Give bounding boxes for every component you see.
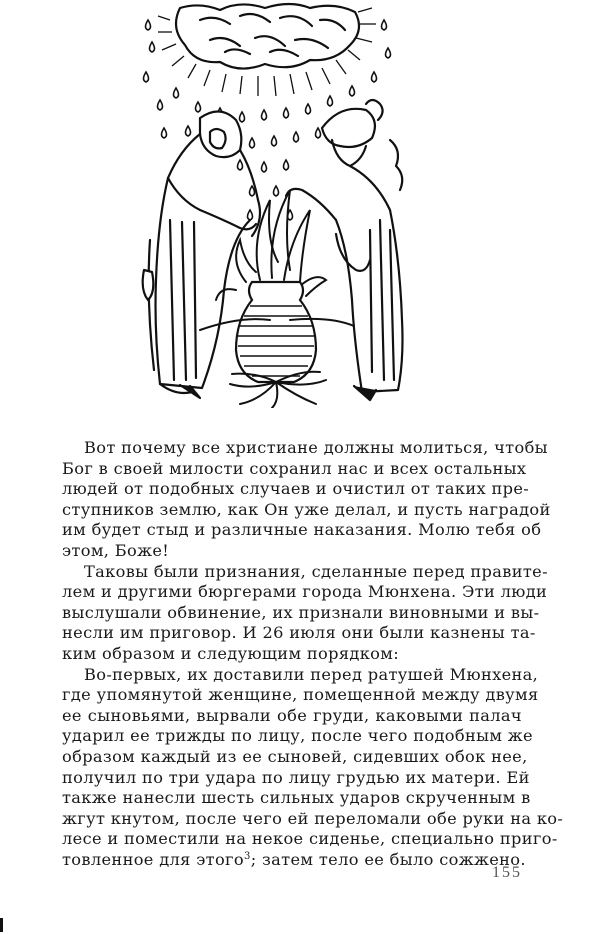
text-line: ударил ее трижды по лицу, после чего подобным же <box>62 726 533 746</box>
text-line: Таковы были признания, сделанные перед правите- <box>84 561 548 581</box>
text-line: им будет стыд и различные наказания. Молю тебя об <box>62 520 542 540</box>
text-line: ступников землю, как Он уже делал, и пусть наградой <box>62 499 551 519</box>
body-text <box>62 438 564 870</box>
text-line: Бог в своей милости сохранил нас и всех остальных <box>62 458 527 478</box>
text-line: также нанесли шесть сильных ударов скрученным в <box>62 788 531 808</box>
text-line: где упомянутой женщине, помещенной между двумя <box>62 685 539 705</box>
text-fragment: товленное для этого <box>62 849 244 869</box>
text-line: выслушали обвинение, их признали виновными и вы- <box>62 602 540 622</box>
text-line: Во-первых, их доставили перед ратушей Мюнхена, <box>84 664 539 684</box>
paragraph-3 <box>62 664 564 871</box>
text-line: ким образом и следующим порядком: <box>62 643 400 663</box>
text-line: получил по три удара по лицу грудью их матери. Ей <box>62 767 530 787</box>
text-line: лем и другими бюргерами города Мюнхена. Эти люди <box>62 582 548 602</box>
woodcut-illustration <box>140 0 410 408</box>
scan-edge-mark <box>0 918 3 932</box>
footnote-marker[interactable]: 3 <box>243 850 251 862</box>
text-line: людей от подобных случаев и очистил от таких пре- <box>62 479 530 499</box>
text-line: лесе и поместили на некое сиденье, специально приго- <box>62 829 558 849</box>
text-line: ее сыновьями, вырвали обе груди, каковыми палач <box>62 705 522 725</box>
page-number: 155 <box>492 864 522 881</box>
text-line: Вот почему все христиане должны молиться, чтобы <box>84 438 548 457</box>
text-line: жгут кнутом, после чего ей переломали обе руки на ко- <box>62 808 564 828</box>
text-line-last <box>62 849 526 871</box>
text-line: этом, Боже! <box>62 540 170 560</box>
paragraph-1 <box>62 438 551 562</box>
text-line: образом каждый из ее сыновей, сидевших обок нее, <box>62 746 528 766</box>
paragraph-2 <box>62 561 548 665</box>
text-fragment: ; затем тело ее было сожжено. <box>250 849 526 869</box>
text-line: несли им приговор. И 26 июля они были казнены та- <box>62 623 536 643</box>
woodcut-illustration-icon <box>140 0 410 408</box>
